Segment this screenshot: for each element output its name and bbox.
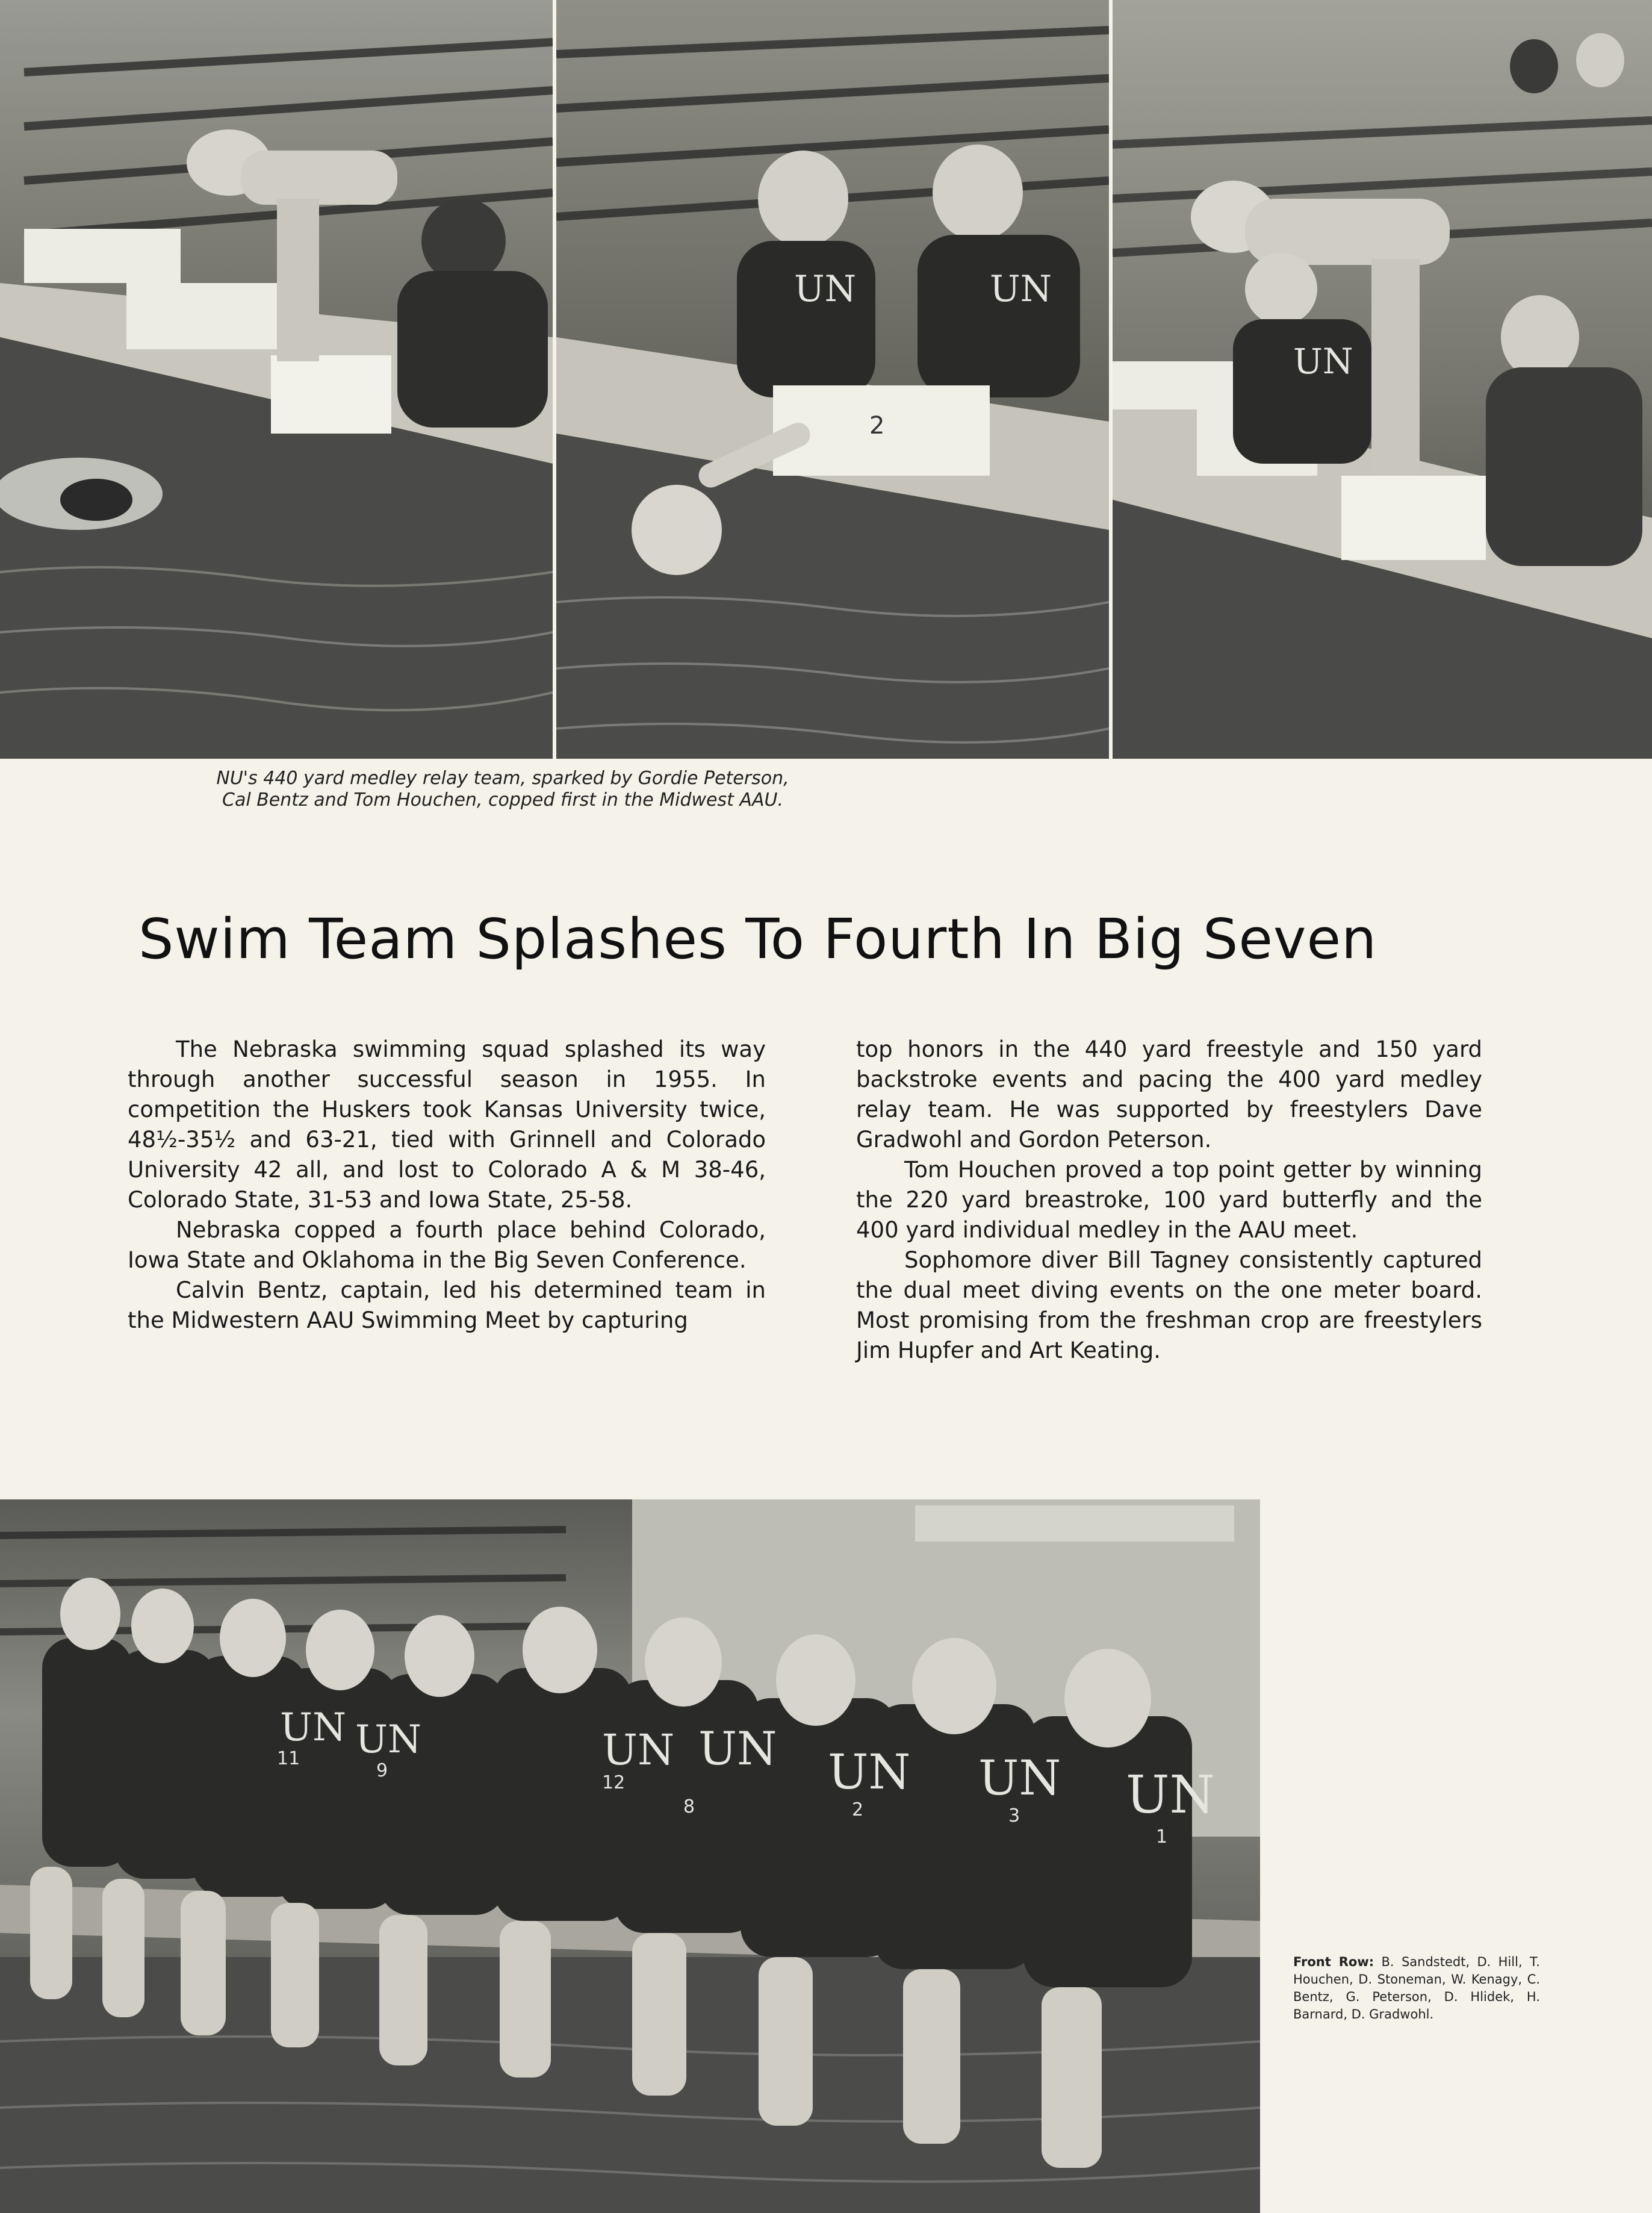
- roster-names: B. Sandstedt, D. Hill, T. Houchen, D. Stoneman, W. Kenagy, C. Bentz, G. Peterson, D. Hlidek, H. Barnard, D. Gradwohl.: [1293, 1955, 1540, 2022]
- article-column-right: [856, 1035, 1482, 1366]
- team-jersey-letters-5: UN: [828, 1744, 911, 1800]
- team-jersey-number-4: 8: [683, 1796, 695, 1817]
- team-jersey-letters-2: UN: [355, 1717, 421, 1762]
- team-jersey-letters-4: UN: [698, 1722, 777, 1775]
- team-roster-caption: [1293, 1953, 1540, 2023]
- team-jersey-number-5: 2: [852, 1799, 864, 1820]
- top-caption-line-1: NU's 440 yard medley relay team, sparked by Gordie Peterson,: [216, 768, 789, 789]
- team-jersey-number-3: 12: [602, 1772, 626, 1793]
- team-jersey-letters-1: UN: [280, 1705, 346, 1750]
- team-jersey-letters-6: UN: [978, 1750, 1061, 1806]
- jersey-letters-right-photo: UN: [1293, 341, 1353, 382]
- block-number: 2: [869, 412, 885, 440]
- jersey-letters-right: UN: [990, 268, 1052, 310]
- article-paragraph: Nebraska copped a fourth place behind Colorado, Iowa State and Oklahoma in the Big Seven Conference.: [128, 1217, 766, 1273]
- page-title: Swim Team Splashes To Fourth In Big Seven: [138, 907, 1377, 971]
- article-paragraph: Tom Houchen proved a top point getter by winning the 220 yard breastroke, 100 yard butterfly and the 400 yard individual medley in the AAU meet.: [856, 1157, 1482, 1243]
- team-jersey-number-6: 3: [1008, 1805, 1020, 1826]
- article-paragraph: Sophomore diver Bill Tagney consistently captured the dual meet diving events on the one meter board. Most promising from the freshman crop are freestylers Jim Hupfer and Art Keating.: [856, 1247, 1482, 1363]
- top-caption-line-2: Cal Bentz and Tom Houchen, copped first in the Midwest AAU.: [222, 789, 783, 811]
- photo-team-portrait: [0, 1499, 1260, 2213]
- team-jersey-letters-3: UN: [602, 1725, 675, 1775]
- team-jersey-number-2: 9: [376, 1760, 388, 1781]
- team-jersey-number-1: 11: [277, 1748, 300, 1769]
- team-jersey-number-7: 1: [1156, 1826, 1168, 1847]
- photo-relay-touch: [556, 0, 1109, 759]
- article-column-left: [128, 1035, 766, 1336]
- photo-relay-takeoff: [1113, 0, 1652, 759]
- article-paragraph: top honors in the 440 yard freestyle and 150 yard backstroke events and pacing the 400 yard medley relay team. He was supported by freestylers Dave Gradwohl and Gordon Peterson.: [856, 1036, 1482, 1153]
- photo-relay-start: [0, 0, 553, 759]
- top-photo-caption: [172, 768, 834, 811]
- article-paragraph: Calvin Bentz, captain, led his determined team in the Midwestern AAU Swimming Meet by capturing: [128, 1277, 766, 1333]
- roster-label: Front Row:: [1293, 1955, 1374, 1969]
- article-paragraph: The Nebraska swimming squad splashed its way through another successful season in 1955. In competition the Huskers took Kansas University twice, 48½-35½ and 63-21, tied with Grinnell and Colorado University 42 all, and lost to Colorado A & M 38-46, Colorado State, 31-53 and Iowa State, 25-58.: [128, 1036, 766, 1213]
- jersey-letters-left: UN: [794, 268, 857, 310]
- team-jersey-letters-7: UN: [1126, 1765, 1215, 1825]
